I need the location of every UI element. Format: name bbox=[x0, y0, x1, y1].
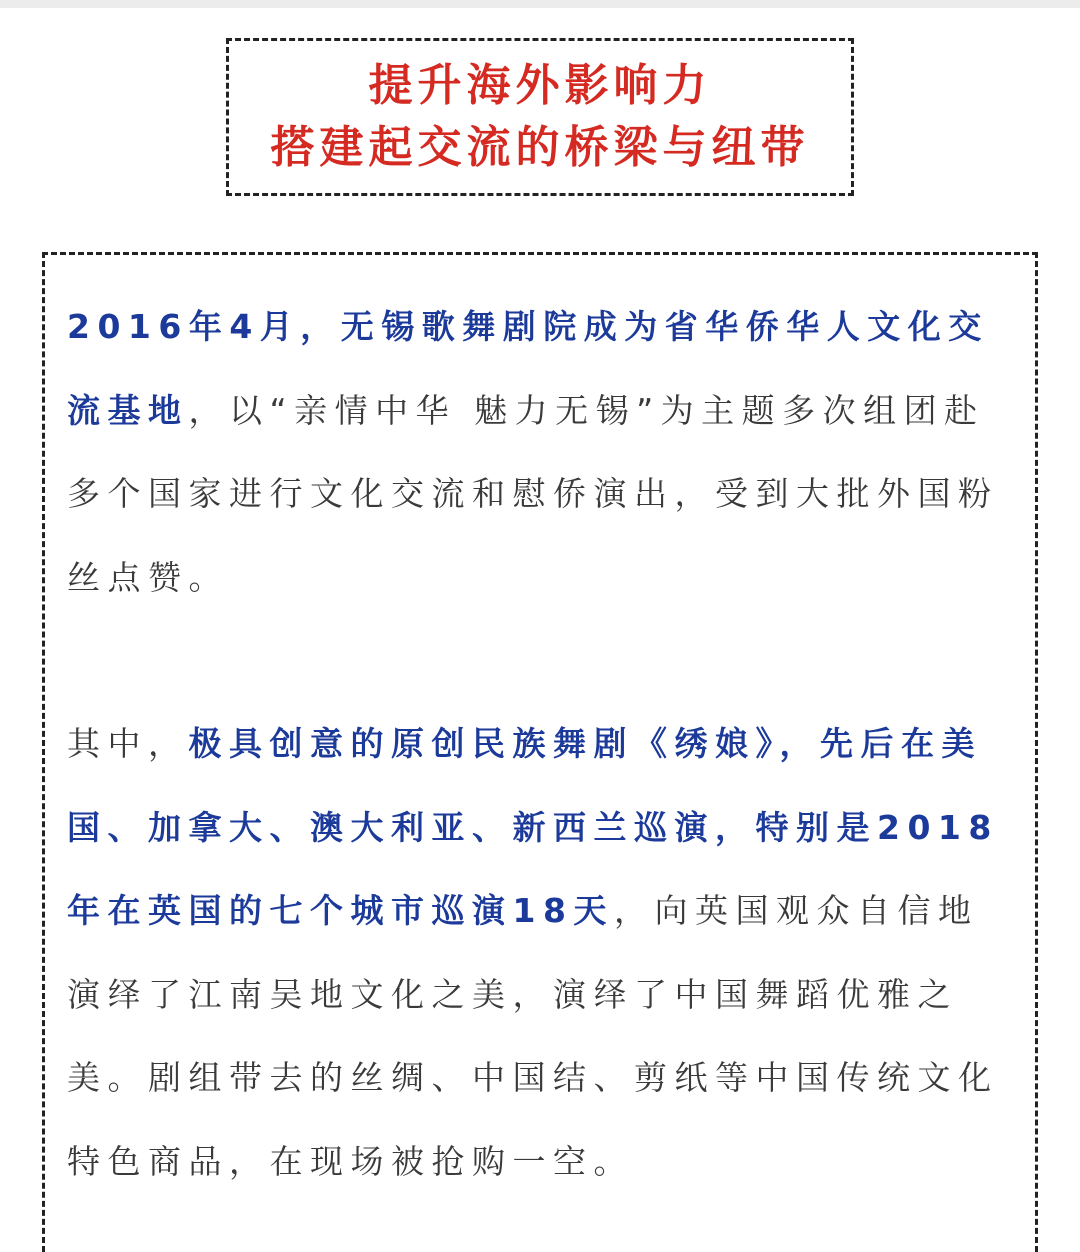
highlight-text: 2016年4月，无锡歌舞剧院成为省华侨华人文化交流基地 bbox=[67, 307, 989, 430]
highlight-text: 极具创意的原创民族舞剧《绣娘》，先后在美国、加拿大、澳大利亚、新西兰巡演，特别是2018年在英国的七个城市巡演18天 bbox=[67, 724, 999, 930]
top-strip bbox=[0, 0, 1080, 8]
body-text: ，向英国观众自信地演绎了江南吴地文化之美，演绎了中国舞蹈优雅之美。剧组带去的丝绸、中国结、剪纸等中国传统文化特色商品，在现场被抢购一空。 bbox=[67, 891, 999, 1181]
body-text: ，以“亲情中华 魅力无锡”为主题多次组团赴多个国家进行文化交流和慰侨演出，受到大批外国粉丝点赞。 bbox=[67, 390, 999, 597]
article-paragraph-1 bbox=[67, 285, 1017, 619]
article-paragraph-2 bbox=[67, 702, 1017, 1203]
section-title-line-1: 提升海外影响力 bbox=[368, 60, 712, 111]
section-title-box bbox=[226, 38, 854, 196]
body-text: 其中， bbox=[67, 724, 189, 763]
article-content-box bbox=[42, 252, 1038, 1252]
section-title-line-2: 搭建起交流的桥梁与纽带 bbox=[270, 122, 810, 173]
